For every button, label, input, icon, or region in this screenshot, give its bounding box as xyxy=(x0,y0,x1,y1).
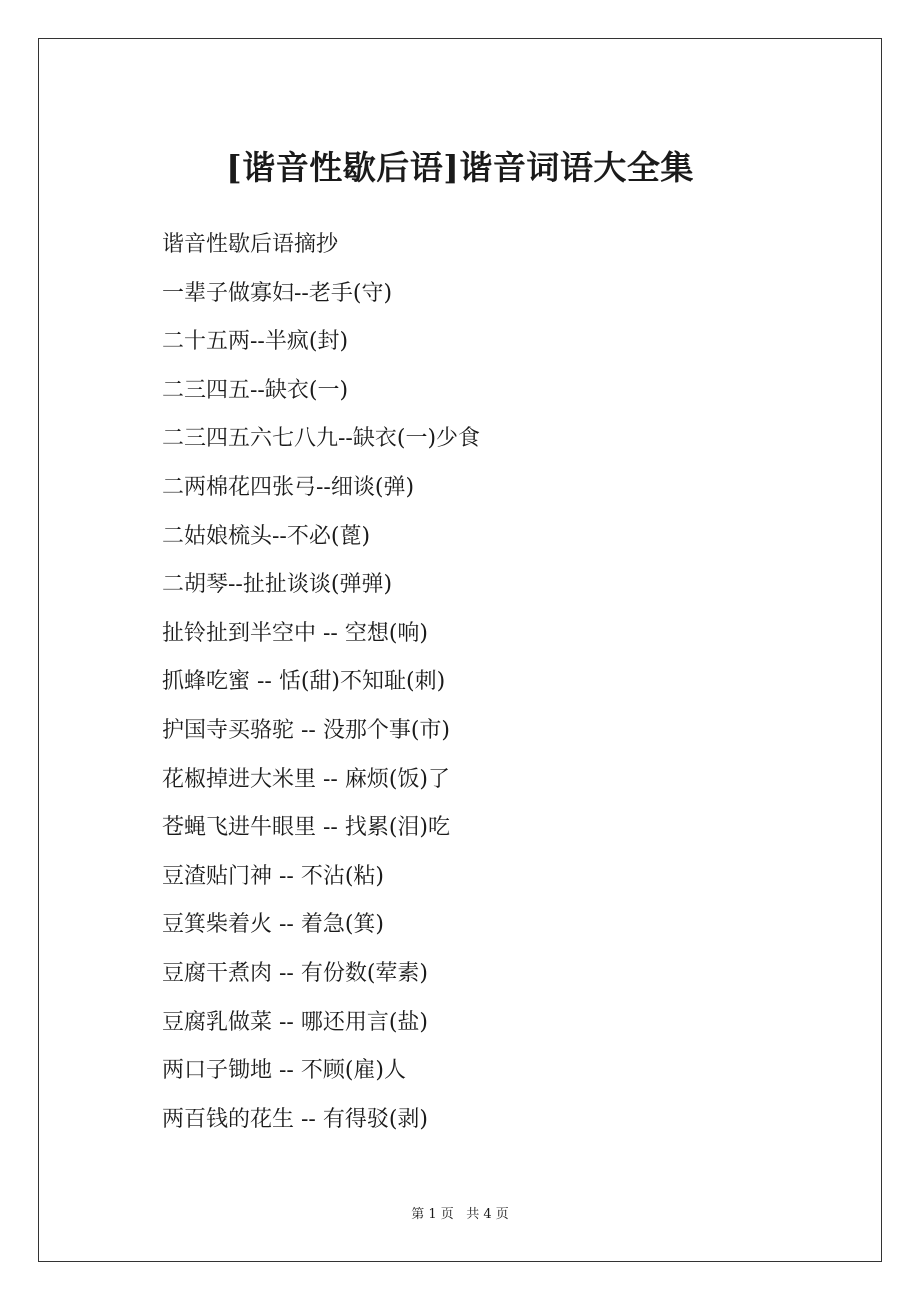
document-body xyxy=(162,221,842,1144)
body-line: 两百钱的花生 -- 有得驳(剥) xyxy=(162,1106,429,1132)
body-line: 二三四五六七八九--缺衣(一)少食 xyxy=(162,426,481,452)
body-line: 谐音性歇后语摘抄 xyxy=(162,232,339,257)
page-number-footer: 第 1 页 共 4 页 xyxy=(411,1207,509,1222)
body-line: 花椒掉进大米里 -- 麻烦(饭)了 xyxy=(162,766,451,792)
body-line: 一辈子做寡妇--老手(守) xyxy=(162,280,393,306)
body-line: 二姑娘梳头--不必(蓖) xyxy=(162,523,371,549)
body-line: 扯铃扯到半空中 -- 空想(响) xyxy=(162,620,429,646)
body-line: 二十五两--半疯(封) xyxy=(162,329,349,355)
body-line: 两口子锄地 -- 不顾(雇)人 xyxy=(162,1058,407,1084)
body-line: 二两棉花四张弓--细谈(弹) xyxy=(162,474,415,500)
body-line: 豆腐干煮肉 -- 有份数(荤素) xyxy=(162,960,429,986)
body-line: 豆腐乳做菜 -- 哪还用言(盐) xyxy=(162,1009,429,1035)
body-line: 二三四五--缺衣(一) xyxy=(162,377,349,403)
document-title: [谐音性歇后语]谐音词语大全集 xyxy=(226,148,694,187)
body-line: 二胡琴--扯扯谈谈(弹弹) xyxy=(162,572,393,598)
body-line: 护国寺买骆驼 -- 没那个事(市) xyxy=(162,717,451,743)
body-line: 豆箕柴着火 -- 着急(箕) xyxy=(162,912,385,938)
body-line: 苍蝇飞进牛眼里 -- 找累(泪)吃 xyxy=(162,815,451,841)
body-line: 豆渣贴门神 -- 不沾(粘) xyxy=(162,863,385,889)
body-line: 抓蜂吃蜜 -- 恬(甜)不知耻(刺) xyxy=(162,669,446,695)
